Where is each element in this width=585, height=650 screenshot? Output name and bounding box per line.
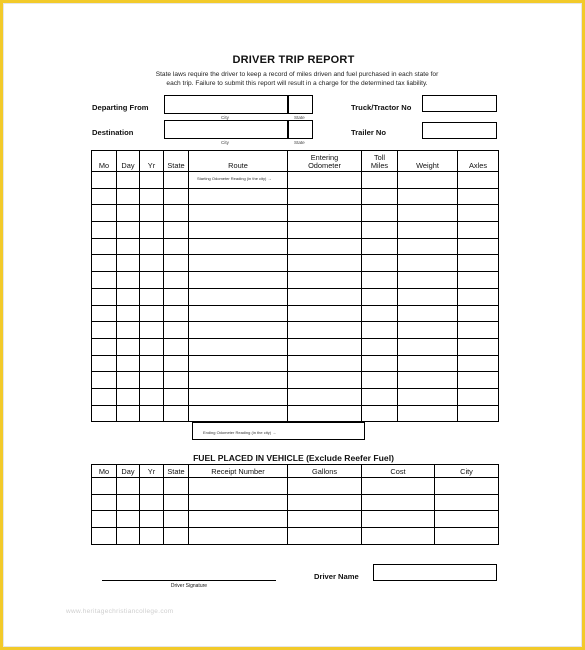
trip-cell[interactable] (458, 188, 499, 205)
table-row (92, 288, 499, 305)
fuel-cell[interactable] (92, 478, 117, 495)
trip-cell[interactable] (398, 288, 458, 305)
trip-cell[interactable] (92, 272, 117, 289)
truck-tractor-field[interactable] (422, 95, 497, 112)
destination-city-caption: City (221, 140, 229, 145)
trip-cell[interactable] (189, 255, 288, 272)
trip-cell[interactable] (189, 205, 288, 222)
table-row (92, 511, 499, 528)
trip-cell[interactable] (140, 205, 164, 222)
trip-cell[interactable] (189, 288, 288, 305)
trip-cell[interactable] (164, 172, 189, 189)
fuel-cell[interactable] (164, 528, 189, 545)
fuel-cell[interactable] (140, 528, 164, 545)
trip-cell[interactable] (92, 372, 117, 389)
fuel-cell[interactable] (117, 478, 140, 495)
trip-cell[interactable] (398, 338, 458, 355)
fuel-col-city: City (435, 465, 499, 478)
fuel-cell[interactable] (435, 528, 499, 545)
trip-cell[interactable] (140, 338, 164, 355)
fuel-table-body (92, 478, 499, 545)
col-entering-odometer-label: Entering Odometer (308, 153, 341, 170)
trip-cell[interactable] (189, 355, 288, 372)
trip-cell[interactable] (288, 338, 362, 355)
trip-cell[interactable] (362, 272, 398, 289)
trip-cell[interactable] (92, 388, 117, 405)
trip-cell[interactable] (362, 238, 398, 255)
trip-cell[interactable] (164, 338, 189, 355)
ending-odometer-text: Ending Odometer Reading (in the city) → (203, 430, 277, 435)
trip-cell[interactable] (92, 405, 117, 422)
trip-cell[interactable] (458, 322, 499, 339)
trip-cell[interactable] (458, 255, 499, 272)
fuel-section-title: FUEL PLACED IN VEHICLE (Exclude Reefer Fuel) (193, 453, 394, 463)
trip-cell[interactable] (288, 388, 362, 405)
fuel-cell[interactable] (435, 511, 499, 528)
trip-cell[interactable] (117, 255, 140, 272)
trip-cell[interactable] (117, 172, 140, 189)
trip-cell[interactable] (164, 355, 189, 372)
col-route: Route (189, 151, 288, 172)
trip-cell[interactable] (189, 305, 288, 322)
trip-cell[interactable] (398, 238, 458, 255)
trip-cell[interactable] (117, 388, 140, 405)
trip-cell[interactable] (458, 222, 499, 239)
fuel-cell[interactable] (189, 528, 288, 545)
table-row (92, 272, 499, 289)
trip-cell[interactable] (362, 305, 398, 322)
trip-cell[interactable] (362, 388, 398, 405)
trip-cell[interactable] (189, 188, 288, 205)
trip-cell[interactable] (458, 272, 499, 289)
driver-name-label: Driver Name (314, 572, 359, 581)
trip-cell[interactable] (398, 255, 458, 272)
trip-cell[interactable] (288, 205, 362, 222)
trip-cell[interactable] (117, 188, 140, 205)
fuel-cell[interactable] (140, 511, 164, 528)
trip-cell[interactable] (288, 172, 362, 189)
trip-cell[interactable] (140, 288, 164, 305)
fuel-cell[interactable] (288, 528, 362, 545)
trip-cell[interactable] (362, 205, 398, 222)
fuel-cell[interactable] (140, 494, 164, 511)
table-row (92, 494, 499, 511)
trip-cell[interactable] (458, 288, 499, 305)
departing-state-caption: State (294, 115, 305, 120)
trip-cell[interactable] (140, 188, 164, 205)
trip-cell[interactable] (92, 205, 117, 222)
fuel-cell[interactable] (362, 494, 435, 511)
fuel-cell[interactable] (189, 478, 288, 495)
fuel-cell[interactable] (164, 494, 189, 511)
fuel-cell[interactable] (117, 494, 140, 511)
trip-cell[interactable] (362, 188, 398, 205)
fuel-cell[interactable] (435, 478, 499, 495)
departing-state-field[interactable] (288, 95, 313, 114)
trip-cell[interactable] (362, 372, 398, 389)
table-row (92, 222, 499, 239)
truck-tractor-label: Truck/Tractor No (351, 103, 412, 112)
trip-cell[interactable] (92, 305, 117, 322)
trip-cell[interactable] (117, 372, 140, 389)
trip-cell[interactable] (398, 205, 458, 222)
trip-cell[interactable] (117, 272, 140, 289)
trip-cell[interactable] (140, 272, 164, 289)
col-yr: Yr (140, 151, 164, 172)
trip-cell[interactable] (140, 372, 164, 389)
fuel-col-state: State (164, 465, 189, 478)
trip-cell[interactable] (164, 405, 189, 422)
trip-cell[interactable] (92, 238, 117, 255)
trip-cell[interactable] (288, 222, 362, 239)
trip-cell[interactable] (140, 355, 164, 372)
trip-cell[interactable] (288, 288, 362, 305)
trip-cell[interactable] (398, 272, 458, 289)
fuel-cell[interactable] (164, 511, 189, 528)
trip-cell[interactable] (140, 322, 164, 339)
trip-cell[interactable] (164, 272, 189, 289)
table-row (92, 172, 499, 189)
trip-cell[interactable] (140, 405, 164, 422)
trip-log-body (92, 172, 499, 422)
col-toll-miles (362, 151, 398, 172)
trip-cell[interactable] (164, 238, 189, 255)
trip-cell[interactable] (189, 238, 288, 255)
trip-cell[interactable] (164, 305, 189, 322)
instructions-line-1: State laws require the driver to keep a record of miles driven and fuel purchased in each state for (155, 71, 439, 78)
trip-cell[interactable] (189, 222, 288, 239)
trip-cell[interactable] (92, 355, 117, 372)
col-axles: Axles (458, 151, 499, 172)
trip-cell[interactable] (140, 238, 164, 255)
trip-cell[interactable] (362, 405, 398, 422)
report-title: DRIVER TRIP REPORT (232, 54, 355, 66)
trailer-no-field[interactable] (422, 122, 497, 139)
trip-cell[interactable] (398, 372, 458, 389)
col-day: Day (117, 151, 140, 172)
trip-cell[interactable] (398, 322, 458, 339)
driver-signature-label: Driver Signature (170, 583, 208, 589)
trip-cell[interactable] (117, 405, 140, 422)
fuel-col-receipt-number: Receipt Number (189, 465, 288, 478)
trip-cell[interactable] (164, 372, 189, 389)
col-weight: Weight (398, 151, 458, 172)
trip-cell[interactable] (189, 172, 288, 189)
trip-cell[interactable] (92, 322, 117, 339)
table-row (92, 305, 499, 322)
fuel-cell[interactable] (435, 494, 499, 511)
trip-cell[interactable] (189, 372, 288, 389)
fuel-table (91, 464, 499, 545)
trip-cell[interactable] (398, 305, 458, 322)
trip-cell[interactable] (362, 355, 398, 372)
trip-cell[interactable] (164, 255, 189, 272)
table-row (92, 478, 499, 495)
col-toll-miles-label: Toll Miles (370, 153, 389, 170)
trip-cell[interactable] (117, 305, 140, 322)
trip-cell[interactable] (362, 288, 398, 305)
trip-cell[interactable] (189, 338, 288, 355)
trip-header-row (92, 151, 499, 172)
trip-cell[interactable] (288, 238, 362, 255)
fuel-col-yr: Yr (140, 465, 164, 478)
trip-cell[interactable] (140, 255, 164, 272)
trip-cell[interactable] (288, 255, 362, 272)
trip-cell[interactable] (140, 305, 164, 322)
fuel-cell[interactable] (362, 478, 435, 495)
col-state: State (164, 151, 189, 172)
trip-cell[interactable] (140, 222, 164, 239)
trip-cell[interactable] (398, 405, 458, 422)
table-row (92, 255, 499, 272)
col-entering-odometer (288, 151, 362, 172)
trip-cell[interactable] (92, 288, 117, 305)
trip-cell[interactable] (189, 272, 288, 289)
trip-cell[interactable] (458, 205, 499, 222)
instructions-line-2: each trip. Failure to submit this report will result in a charge for the determined tax liability. (166, 80, 428, 87)
fuel-cell[interactable] (140, 478, 164, 495)
trip-cell[interactable] (398, 355, 458, 372)
fuel-col-gallons: Gallons (288, 465, 362, 478)
trip-cell[interactable] (362, 222, 398, 239)
fuel-cell[interactable] (92, 494, 117, 511)
trip-cell[interactable] (164, 322, 189, 339)
trip-cell[interactable] (458, 355, 499, 372)
trip-cell[interactable] (398, 388, 458, 405)
table-row (92, 405, 499, 422)
trip-cell[interactable] (117, 238, 140, 255)
fuel-header-row (92, 465, 499, 478)
fuel-cell[interactable] (92, 511, 117, 528)
table-row (92, 238, 499, 255)
trip-cell[interactable] (117, 205, 140, 222)
fuel-col-day: Day (117, 465, 140, 478)
trip-cell[interactable] (362, 322, 398, 339)
fuel-cell[interactable] (362, 528, 435, 545)
col-mo: Mo (92, 151, 117, 172)
table-row (92, 372, 499, 389)
table-row (92, 388, 499, 405)
trip-log-table (91, 150, 499, 422)
trip-cell[interactable] (189, 388, 288, 405)
report-instructions (132, 70, 462, 88)
trip-cell[interactable] (362, 255, 398, 272)
table-row (92, 355, 499, 372)
trip-cell[interactable] (288, 405, 362, 422)
trip-cell[interactable] (458, 172, 499, 189)
departing-city-field[interactable] (164, 95, 288, 114)
trip-cell[interactable] (92, 172, 117, 189)
trip-cell[interactable] (117, 222, 140, 239)
trip-cell[interactable] (288, 355, 362, 372)
trip-cell[interactable] (398, 188, 458, 205)
departing-city-caption: City (221, 115, 229, 120)
ending-odometer-box[interactable] (192, 422, 365, 440)
trip-cell[interactable] (164, 205, 189, 222)
fuel-cell[interactable] (288, 478, 362, 495)
trip-cell[interactable] (458, 238, 499, 255)
fuel-cell[interactable] (189, 511, 288, 528)
table-row (92, 322, 499, 339)
trip-cell[interactable] (288, 305, 362, 322)
report-sheet (3, 3, 582, 647)
fuel-col-mo: Mo (92, 465, 117, 478)
table-row (92, 528, 499, 545)
departing-from-label: Departing From (92, 103, 149, 112)
trip-cell[interactable] (458, 338, 499, 355)
trip-cell[interactable] (458, 372, 499, 389)
fuel-cell[interactable] (117, 511, 140, 528)
trip-cell[interactable] (164, 188, 189, 205)
trailer-no-label: Trailer No (351, 128, 387, 137)
fuel-cell[interactable] (189, 494, 288, 511)
trip-cell[interactable] (458, 305, 499, 322)
trip-cell[interactable] (92, 188, 117, 205)
trip-cell[interactable] (288, 322, 362, 339)
trip-cell[interactable] (362, 172, 398, 189)
fuel-cell[interactable] (288, 511, 362, 528)
trip-cell[interactable] (288, 188, 362, 205)
watermark-text: www.heritagechristiancollege.com (66, 608, 174, 615)
destination-state-field[interactable] (288, 120, 313, 139)
trip-cell[interactable] (117, 338, 140, 355)
destination-city-field[interactable] (164, 120, 288, 139)
trip-cell[interactable] (398, 222, 458, 239)
fuel-cell[interactable] (164, 478, 189, 495)
fuel-cell[interactable] (117, 528, 140, 545)
table-row (92, 338, 499, 355)
trip-cell[interactable] (117, 355, 140, 372)
driver-signature-line[interactable] (102, 580, 276, 581)
trip-cell[interactable] (398, 172, 458, 189)
fuel-cell[interactable] (288, 494, 362, 511)
destination-state-caption: State (294, 140, 305, 145)
table-row (92, 205, 499, 222)
trip-cell[interactable] (189, 322, 288, 339)
trip-cell[interactable] (362, 338, 398, 355)
trip-cell[interactable] (92, 338, 117, 355)
driver-name-field[interactable] (373, 564, 497, 581)
trip-cell[interactable] (164, 288, 189, 305)
destination-label: Destination (92, 128, 134, 137)
trip-cell[interactable] (458, 405, 499, 422)
fuel-cell[interactable] (92, 528, 117, 545)
trip-cell[interactable] (117, 322, 140, 339)
trip-cell[interactable] (288, 372, 362, 389)
trip-cell[interactable] (117, 288, 140, 305)
trip-cell[interactable] (92, 255, 117, 272)
trip-cell[interactable] (92, 222, 117, 239)
trip-cell[interactable] (140, 388, 164, 405)
trip-cell[interactable] (164, 222, 189, 239)
trip-cell[interactable] (140, 172, 164, 189)
trip-cell[interactable] (458, 388, 499, 405)
trip-cell[interactable] (288, 272, 362, 289)
starting-odometer-text: Starting Odometer Reading (in the city) → (197, 176, 272, 181)
trip-cell[interactable] (164, 388, 189, 405)
fuel-cell[interactable] (362, 511, 435, 528)
trip-cell[interactable] (189, 405, 288, 422)
fuel-col-cost: Cost (362, 465, 435, 478)
table-row (92, 188, 499, 205)
